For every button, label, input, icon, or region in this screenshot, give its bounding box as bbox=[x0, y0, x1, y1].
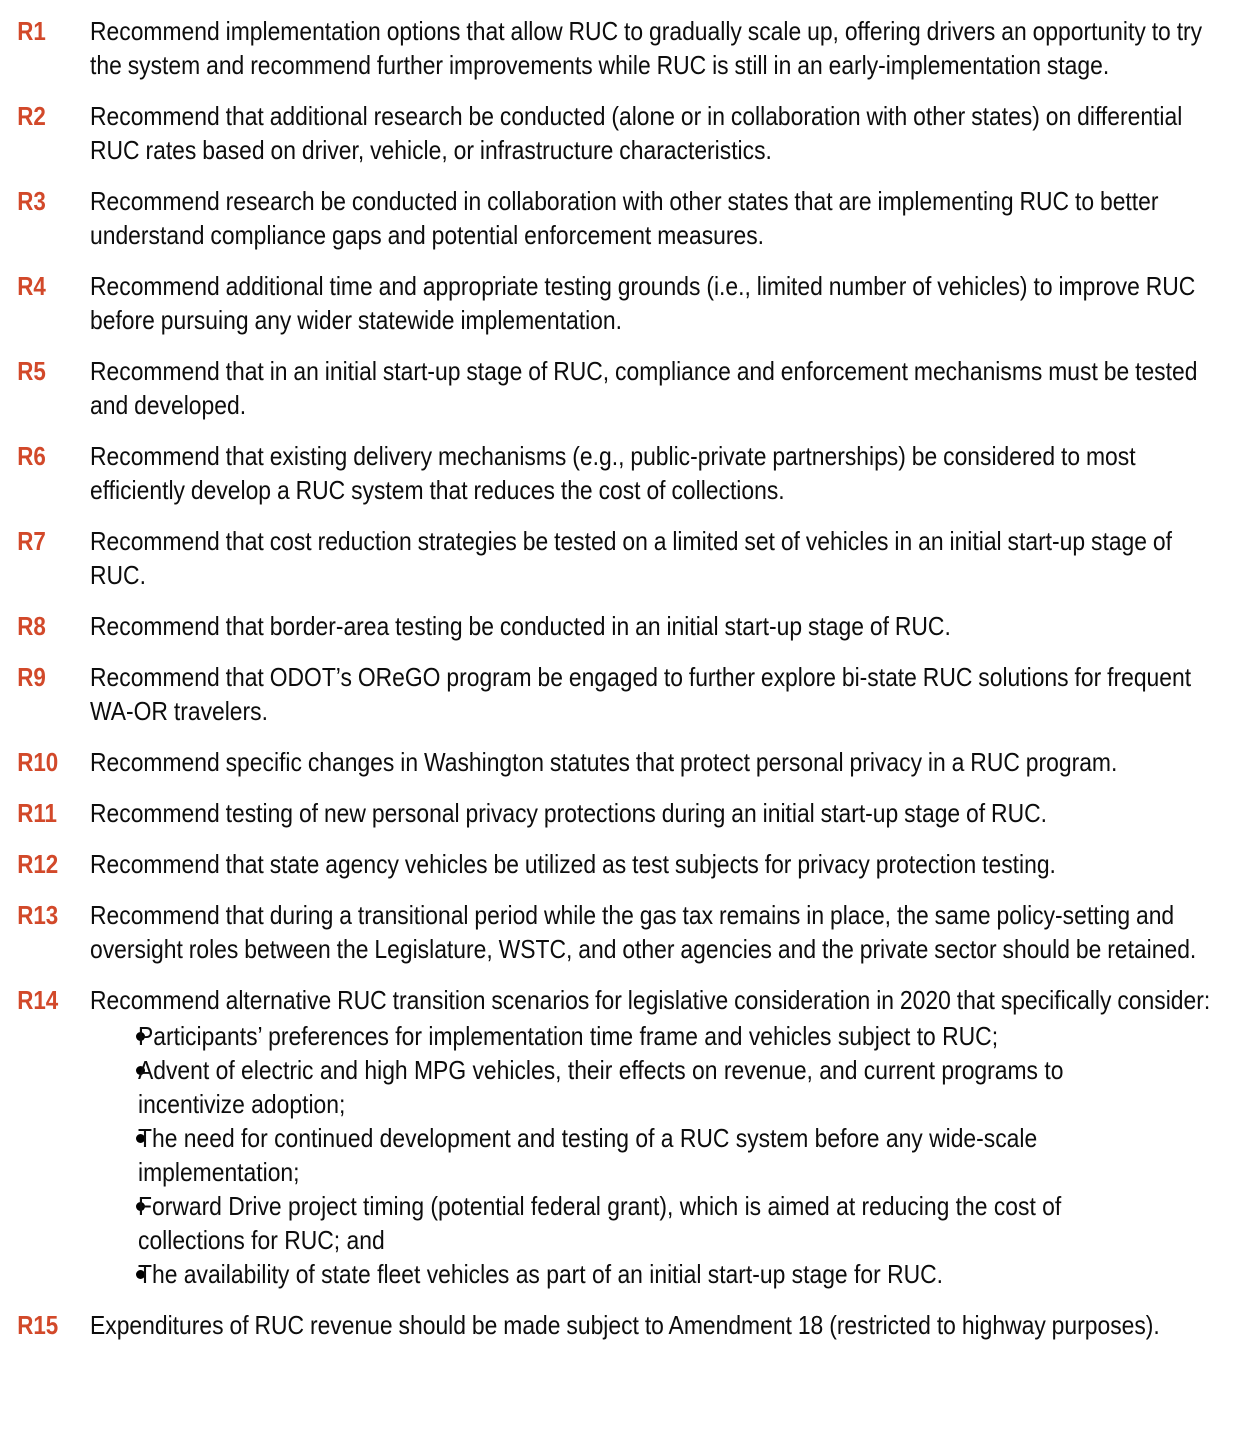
recommendation-sub-text: Forward Drive project timing (potential federal grant), which is aimed at reducing the cost of collections for RUC; and bbox=[138, 1191, 1062, 1255]
recommendation-text: Recommend that ODOT’s OReGO program be engaged to further explore bi-state RUC solutions for frequent WA-OR travelers. bbox=[90, 662, 1192, 726]
recommendation-text: Recommend research be conducted in collaboration with other states that are implementing RUC to better understand compliance gaps and potential enforcement measures. bbox=[90, 186, 1159, 250]
recommendation-body bbox=[90, 14, 1252, 82]
recommendation-text: Recommend implementation options that allow RUC to gradually scale up, offering drivers an opportunity to try the system and recommend further improvements while RUC is still in an early-implementation stage. bbox=[90, 16, 1203, 80]
recommendation-text: Recommend that cost reduction strategies be tested on a limited set of vehicles in an initial start-up stage of RUC. bbox=[90, 526, 1173, 590]
recommendation-row bbox=[0, 660, 1252, 728]
recommendation-sub-item bbox=[90, 1019, 1234, 1053]
bullet-icon bbox=[90, 1257, 138, 1291]
recommendation-label: R9 bbox=[17, 662, 46, 692]
recommendation-row bbox=[0, 847, 1252, 881]
recommendation-body bbox=[90, 439, 1252, 507]
recommendation-text: Recommend additional time and appropriate testing grounds (i.e., limited number of vehicles) to improve RUC before pursuing any wider statewide implementation. bbox=[90, 271, 1196, 335]
recommendation-body bbox=[90, 1308, 1252, 1342]
recommendation-sub-text: Participants’ preferences for implementation time frame and vehicles subject to RUC; bbox=[138, 1021, 999, 1051]
recommendation-sub-list bbox=[90, 1019, 1234, 1291]
recommendation-label: R11 bbox=[17, 798, 57, 828]
recommendation-sub-text: The need for continued development and testing of a RUC system before any wide-scale implementation; bbox=[138, 1123, 1038, 1187]
bullet-icon bbox=[90, 1053, 138, 1087]
recommendation-text: Recommend that additional research be conducted (alone or in collaboration with other states) on differential RUC rates based on driver, vehicle, or infrastructure characteristics. bbox=[90, 101, 1183, 165]
recommendation-row bbox=[0, 354, 1252, 422]
recommendation-row bbox=[0, 983, 1252, 1291]
recommendation-label: R2 bbox=[17, 101, 46, 131]
recommendation-row bbox=[0, 609, 1252, 643]
recommendation-body bbox=[90, 524, 1252, 592]
recommendation-body bbox=[90, 660, 1252, 728]
recommendation-body bbox=[90, 847, 1252, 881]
recommendation-text: Recommend that state agency vehicles be utilized as test subjects for privacy protection testing. bbox=[90, 849, 1056, 879]
recommendation-body bbox=[90, 609, 1252, 643]
recommendation-sub-text: The availability of state fleet vehicles as part of an initial start-up stage for RUC. bbox=[138, 1259, 943, 1289]
recommendation-label: R13 bbox=[17, 900, 59, 930]
recommendation-row bbox=[0, 745, 1252, 779]
recommendation-label: R6 bbox=[17, 441, 46, 471]
recommendation-row bbox=[0, 14, 1252, 82]
recommendation-text: Recommend that during a transitional period while the gas tax remains in place, the same policy-setting and oversight roles between the Legislature, WSTC, and other agencies and the private sector should be retained. bbox=[90, 900, 1197, 964]
recommendation-row bbox=[0, 524, 1252, 592]
recommendation-sub-item bbox=[90, 1121, 1234, 1189]
recommendation-sub-item bbox=[90, 1189, 1234, 1257]
recommendation-label: R8 bbox=[17, 611, 46, 641]
recommendation-text: Recommend specific changes in Washington statutes that protect personal privacy in a RUC program. bbox=[90, 747, 1118, 777]
recommendation-row bbox=[0, 1308, 1252, 1342]
bullet-icon bbox=[90, 1121, 138, 1155]
recommendation-text: Recommend that existing delivery mechanisms (e.g., public-private partnerships) be considered to most efficiently develop a RUC system that reduces the cost of collections. bbox=[90, 441, 1136, 505]
recommendation-body bbox=[90, 898, 1252, 966]
recommendation-label: R5 bbox=[17, 356, 46, 386]
recommendation-label: R4 bbox=[17, 271, 46, 301]
recommendation-row bbox=[0, 184, 1252, 252]
recommendation-text: Expenditures of RUC revenue should be made subject to Amendment 18 (restricted to highway purposes). bbox=[90, 1310, 1160, 1340]
recommendation-sub-item bbox=[90, 1053, 1234, 1121]
recommendation-body bbox=[90, 99, 1252, 167]
recommendation-body bbox=[90, 354, 1252, 422]
bullet-icon bbox=[90, 1019, 138, 1053]
recommendation-label: R7 bbox=[17, 526, 46, 556]
recommendation-text: Recommend that border-area testing be conducted in an initial start-up stage of RUC. bbox=[90, 611, 951, 641]
recommendation-body bbox=[90, 745, 1252, 779]
recommendation-body bbox=[90, 269, 1252, 337]
recommendation-body bbox=[90, 796, 1252, 830]
recommendation-label: R12 bbox=[17, 849, 59, 879]
recommendation-text: Recommend alternative RUC transition scenarios for legislative consideration in 2020 that specifically consider: bbox=[90, 985, 1211, 1015]
recommendation-label: R3 bbox=[17, 186, 46, 216]
recommendation-sub-item bbox=[90, 1257, 1234, 1291]
recommendation-row bbox=[0, 99, 1252, 167]
recommendation-label: R10 bbox=[17, 747, 59, 777]
recommendation-row bbox=[0, 439, 1252, 507]
recommendation-body bbox=[90, 184, 1252, 252]
recommendation-label: R15 bbox=[17, 1310, 59, 1340]
recommendation-label: R14 bbox=[17, 985, 59, 1015]
recommendation-text: Recommend testing of new personal privacy protections during an initial start-up stage of RUC. bbox=[90, 798, 1047, 828]
recommendation-sub-text: Advent of electric and high MPG vehicles, their effects on revenue, and current programs to incentivize adoption; bbox=[138, 1055, 1064, 1119]
recommendation-row bbox=[0, 269, 1252, 337]
recommendation-row bbox=[0, 796, 1252, 830]
recommendation-row bbox=[0, 898, 1252, 966]
bullet-icon bbox=[90, 1189, 138, 1223]
recommendation-label: R1 bbox=[17, 16, 46, 46]
recommendation-text: Recommend that in an initial start-up stage of RUC, compliance and enforcement mechanisms must be tested and developed. bbox=[90, 356, 1198, 420]
recommendation-body bbox=[90, 983, 1252, 1291]
